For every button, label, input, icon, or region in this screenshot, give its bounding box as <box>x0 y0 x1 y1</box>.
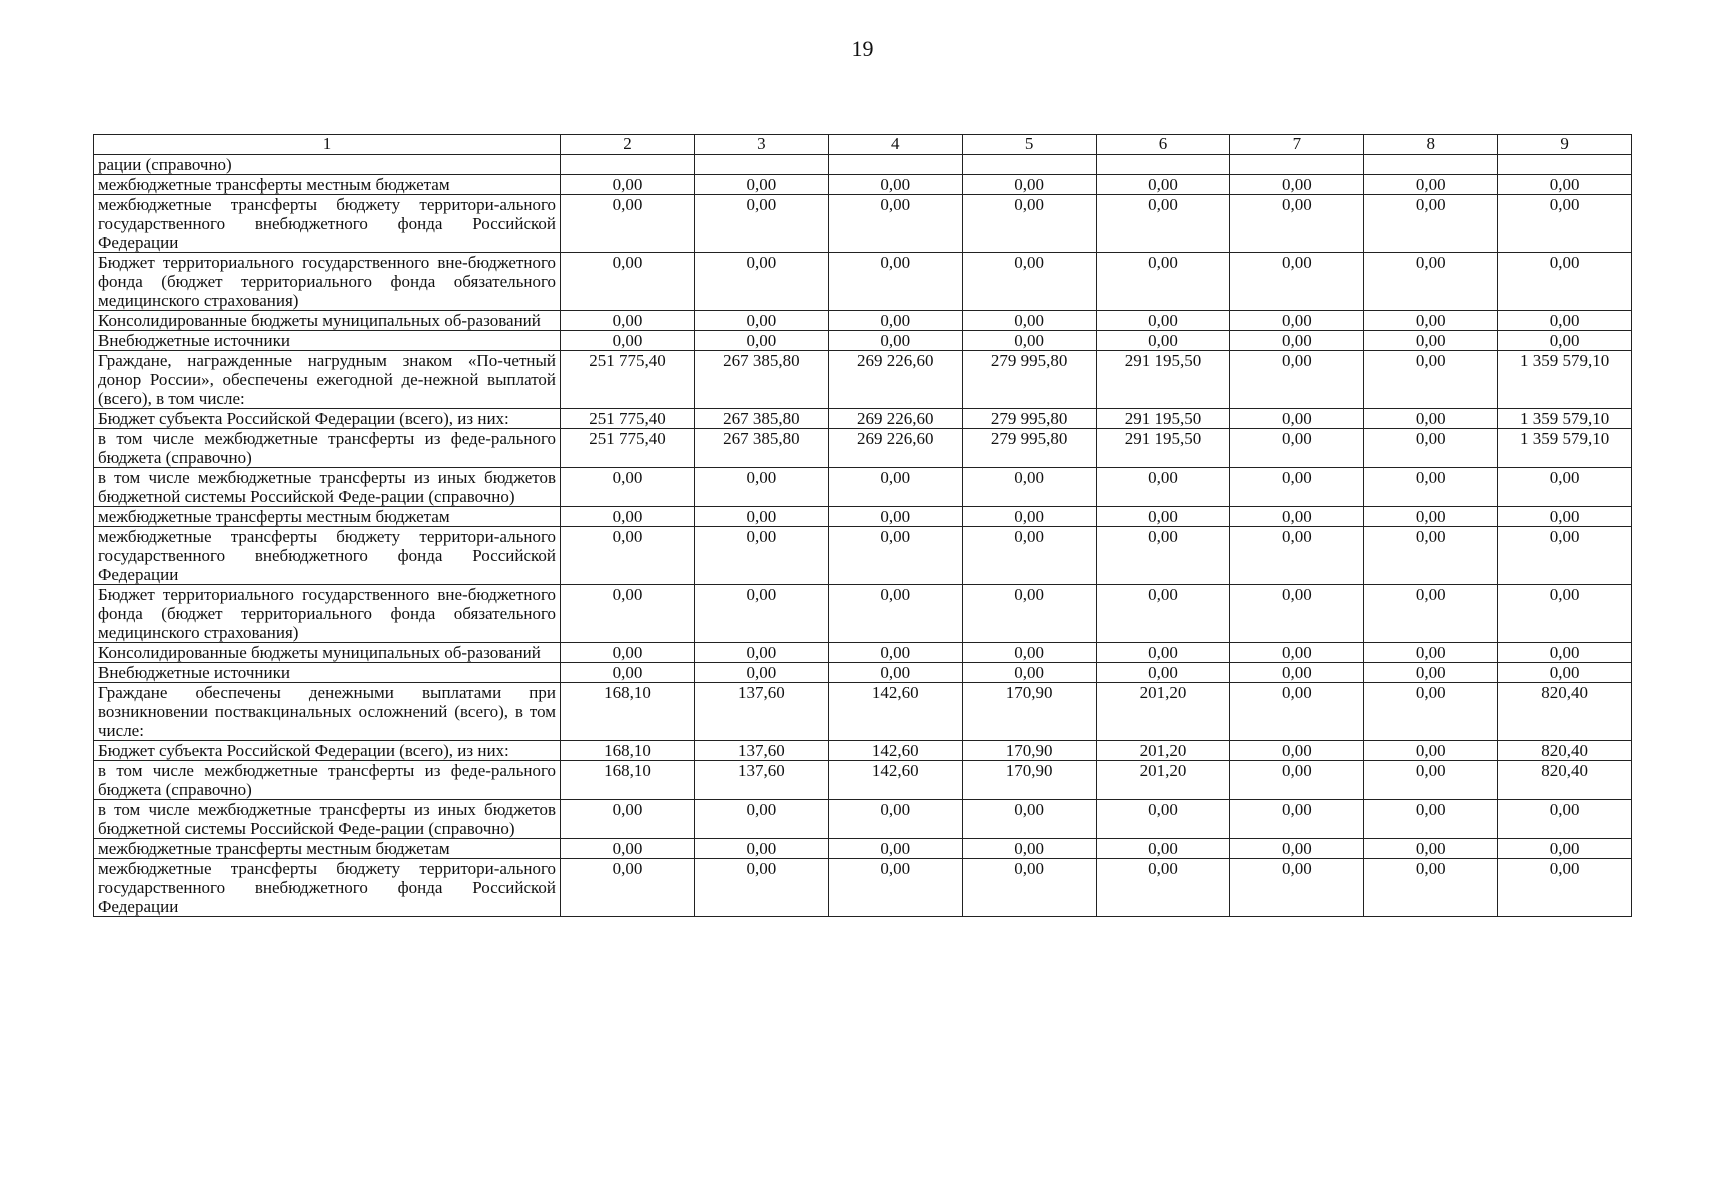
value-cell: 0,00 <box>962 311 1096 331</box>
value-cell: 1 359 579,10 <box>1498 351 1632 409</box>
value-cell: 142,60 <box>828 761 962 800</box>
value-cell: 0,00 <box>1230 409 1364 429</box>
value-cell: 0,00 <box>962 643 1096 663</box>
value-cell: 0,00 <box>1230 663 1364 683</box>
value-cell: 0,00 <box>828 859 962 917</box>
value-cell: 0,00 <box>1498 859 1632 917</box>
column-header: 6 <box>1096 135 1230 155</box>
table-row <box>94 507 1632 527</box>
value-cell: 820,40 <box>1498 761 1632 800</box>
value-cell: 170,90 <box>962 761 1096 800</box>
value-cell: 820,40 <box>1498 683 1632 741</box>
table-row <box>94 643 1632 663</box>
row-label: в том числе межбюджетные трансферты из феде-рального бюджета (справочно) <box>94 761 561 800</box>
value-cell: 0,00 <box>1498 507 1632 527</box>
row-label: Бюджет территориального государственного вне-бюджетного фонда (бюджет территориального фонда обязательного медицинского страхования) <box>94 585 561 643</box>
value-cell: 0,00 <box>561 175 695 195</box>
value-cell: 0,00 <box>694 527 828 585</box>
value-cell: 0,00 <box>1230 331 1364 351</box>
value-cell: 0,00 <box>694 195 828 253</box>
value-cell <box>561 155 695 175</box>
table-row <box>94 585 1632 643</box>
value-cell: 0,00 <box>1096 311 1230 331</box>
value-cell: 279 995,80 <box>962 429 1096 468</box>
value-cell: 0,00 <box>1230 839 1364 859</box>
value-cell: 0,00 <box>828 643 962 663</box>
value-cell: 0,00 <box>1230 643 1364 663</box>
table-row <box>94 839 1632 859</box>
row-label: межбюджетные трансферты местным бюджетам <box>94 839 561 859</box>
value-cell: 0,00 <box>1096 663 1230 683</box>
value-cell: 267 385,80 <box>694 409 828 429</box>
value-cell: 168,10 <box>561 741 695 761</box>
value-cell: 0,00 <box>828 331 962 351</box>
row-label: рации (справочно) <box>94 155 561 175</box>
value-cell: 0,00 <box>1364 800 1498 839</box>
value-cell: 0,00 <box>828 527 962 585</box>
value-cell: 0,00 <box>1096 195 1230 253</box>
value-cell: 0,00 <box>1498 839 1632 859</box>
table-row <box>94 527 1632 585</box>
value-cell: 0,00 <box>828 468 962 507</box>
value-cell: 0,00 <box>561 331 695 351</box>
value-cell: 0,00 <box>1230 800 1364 839</box>
value-cell: 269 226,60 <box>828 351 962 409</box>
value-cell: 0,00 <box>962 800 1096 839</box>
value-cell: 0,00 <box>1230 175 1364 195</box>
row-label: в том числе межбюджетные трансферты из феде-рального бюджета (справочно) <box>94 429 561 468</box>
value-cell: 0,00 <box>1096 331 1230 351</box>
value-cell: 0,00 <box>1230 351 1364 409</box>
value-cell: 0,00 <box>561 195 695 253</box>
value-cell: 267 385,80 <box>694 429 828 468</box>
value-cell: 170,90 <box>962 683 1096 741</box>
value-cell: 0,00 <box>828 800 962 839</box>
value-cell: 267 385,80 <box>694 351 828 409</box>
value-cell: 0,00 <box>1364 761 1498 800</box>
value-cell: 0,00 <box>962 468 1096 507</box>
value-cell: 0,00 <box>561 311 695 331</box>
value-cell: 0,00 <box>561 643 695 663</box>
value-cell: 0,00 <box>1364 643 1498 663</box>
value-cell: 279 995,80 <box>962 409 1096 429</box>
value-cell: 0,00 <box>561 585 695 643</box>
value-cell: 0,00 <box>561 468 695 507</box>
value-cell <box>1230 155 1364 175</box>
value-cell <box>1498 155 1632 175</box>
column-header: 3 <box>694 135 828 155</box>
value-cell: 0,00 <box>962 507 1096 527</box>
table-row <box>94 351 1632 409</box>
value-cell: 0,00 <box>1364 253 1498 311</box>
value-cell: 0,00 <box>694 175 828 195</box>
value-cell: 0,00 <box>694 663 828 683</box>
value-cell: 0,00 <box>828 311 962 331</box>
value-cell: 0,00 <box>1498 663 1632 683</box>
value-cell <box>1364 155 1498 175</box>
value-cell: 0,00 <box>1096 175 1230 195</box>
table-row <box>94 195 1632 253</box>
value-cell: 0,00 <box>962 253 1096 311</box>
table-row <box>94 800 1632 839</box>
table-row <box>94 253 1632 311</box>
value-cell: 142,60 <box>828 683 962 741</box>
value-cell: 0,00 <box>1364 311 1498 331</box>
value-cell: 0,00 <box>694 311 828 331</box>
value-cell <box>828 155 962 175</box>
table-row <box>94 859 1632 917</box>
value-cell: 0,00 <box>1230 468 1364 507</box>
table-row <box>94 468 1632 507</box>
value-cell: 269 226,60 <box>828 429 962 468</box>
value-cell: 0,00 <box>1364 429 1498 468</box>
value-cell: 0,00 <box>1364 175 1498 195</box>
row-label: межбюджетные трансферты бюджету территори-ального государственного внебюджетного фонда Российской Федерации <box>94 859 561 917</box>
row-label: Внебюджетные источники <box>94 331 561 351</box>
value-cell: 0,00 <box>1230 429 1364 468</box>
value-cell: 0,00 <box>694 468 828 507</box>
value-cell: 201,20 <box>1096 761 1230 800</box>
value-cell: 0,00 <box>694 585 828 643</box>
value-cell: 251 775,40 <box>561 351 695 409</box>
value-cell: 0,00 <box>1364 839 1498 859</box>
value-cell: 0,00 <box>1364 507 1498 527</box>
value-cell <box>962 155 1096 175</box>
budget-table <box>93 134 1632 917</box>
value-cell: 0,00 <box>962 585 1096 643</box>
value-cell: 0,00 <box>1230 195 1364 253</box>
row-label: Бюджет территориального государственного вне-бюджетного фонда (бюджет территориального фонда обязательного медицинского страхования) <box>94 253 561 311</box>
row-label: в том числе межбюджетные трансферты из иных бюджетов бюджетной системы Российской Феде-рации (справочно) <box>94 800 561 839</box>
value-cell: 137,60 <box>694 741 828 761</box>
value-cell: 0,00 <box>1364 585 1498 643</box>
value-cell: 0,00 <box>1096 800 1230 839</box>
column-header: 5 <box>962 135 1096 155</box>
row-label: Консолидированные бюджеты муниципальных об-разований <box>94 643 561 663</box>
value-cell: 0,00 <box>1498 643 1632 663</box>
column-header: 4 <box>828 135 962 155</box>
column-header: 2 <box>561 135 695 155</box>
table-row <box>94 741 1632 761</box>
value-cell: 0,00 <box>1498 253 1632 311</box>
value-cell: 0,00 <box>561 663 695 683</box>
value-cell: 0,00 <box>1498 585 1632 643</box>
row-label: межбюджетные трансферты бюджету территори-ального государственного внебюджетного фонда Российской Федерации <box>94 195 561 253</box>
table-body <box>94 155 1632 917</box>
page-number: 19 <box>851 36 874 61</box>
value-cell: 0,00 <box>1230 527 1364 585</box>
value-cell <box>1096 155 1230 175</box>
table-row <box>94 683 1632 741</box>
value-cell <box>694 155 828 175</box>
value-cell: 0,00 <box>828 195 962 253</box>
value-cell: 0,00 <box>1498 311 1632 331</box>
table-row <box>94 155 1632 175</box>
row-label: Внебюджетные источники <box>94 663 561 683</box>
value-cell: 0,00 <box>828 839 962 859</box>
value-cell: 0,00 <box>1096 253 1230 311</box>
value-cell: 0,00 <box>1364 663 1498 683</box>
value-cell: 0,00 <box>828 507 962 527</box>
value-cell: 0,00 <box>828 253 962 311</box>
value-cell: 0,00 <box>962 527 1096 585</box>
value-cell: 0,00 <box>694 643 828 663</box>
value-cell: 0,00 <box>1364 683 1498 741</box>
value-cell: 251 775,40 <box>561 429 695 468</box>
value-cell: 0,00 <box>694 839 828 859</box>
value-cell: 0,00 <box>694 331 828 351</box>
value-cell: 201,20 <box>1096 741 1230 761</box>
row-label: Граждане обеспечены денежными выплатами при возникновении поствакцинальных осложнений (всего), в том числе: <box>94 683 561 741</box>
value-cell: 0,00 <box>561 800 695 839</box>
value-cell: 0,00 <box>962 331 1096 351</box>
value-cell: 168,10 <box>561 683 695 741</box>
value-cell: 0,00 <box>962 195 1096 253</box>
value-cell: 0,00 <box>1096 468 1230 507</box>
value-cell: 1 359 579,10 <box>1498 409 1632 429</box>
row-label: межбюджетные трансферты местным бюджетам <box>94 175 561 195</box>
value-cell: 0,00 <box>1096 643 1230 663</box>
table-row <box>94 175 1632 195</box>
value-cell: 0,00 <box>1364 859 1498 917</box>
table-row <box>94 761 1632 800</box>
value-cell: 0,00 <box>1364 195 1498 253</box>
row-label: Граждане, награжденные нагрудным знаком «По-четный донор России», обеспечены ежегодной де-нежной выплатой (всего), в том числе: <box>94 351 561 409</box>
value-cell: 0,00 <box>1096 585 1230 643</box>
value-cell: 0,00 <box>962 663 1096 683</box>
value-cell: 0,00 <box>962 175 1096 195</box>
value-cell: 0,00 <box>1096 859 1230 917</box>
value-cell: 0,00 <box>1364 351 1498 409</box>
value-cell: 201,20 <box>1096 683 1230 741</box>
value-cell: 0,00 <box>1230 761 1364 800</box>
value-cell: 0,00 <box>694 859 828 917</box>
value-cell: 0,00 <box>828 663 962 683</box>
value-cell: 0,00 <box>1230 507 1364 527</box>
row-label: межбюджетные трансферты местным бюджетам <box>94 507 561 527</box>
row-label: Бюджет субъекта Российской Федерации (всего), из них: <box>94 409 561 429</box>
value-cell: 269 226,60 <box>828 409 962 429</box>
value-cell: 0,00 <box>828 175 962 195</box>
value-cell: 0,00 <box>1364 409 1498 429</box>
header-row <box>94 135 1632 155</box>
value-cell: 0,00 <box>1498 331 1632 351</box>
value-cell: 0,00 <box>1230 253 1364 311</box>
row-label: Консолидированные бюджеты муниципальных об-разований <box>94 311 561 331</box>
value-cell: 0,00 <box>1230 741 1364 761</box>
value-cell: 0,00 <box>1364 527 1498 585</box>
value-cell: 0,00 <box>561 839 695 859</box>
value-cell: 0,00 <box>694 507 828 527</box>
value-cell: 0,00 <box>1230 859 1364 917</box>
table-row <box>94 331 1632 351</box>
value-cell: 0,00 <box>1498 195 1632 253</box>
row-label: в том числе межбюджетные трансферты из иных бюджетов бюджетной системы Российской Феде-рации (справочно) <box>94 468 561 507</box>
value-cell: 0,00 <box>694 800 828 839</box>
value-cell: 168,10 <box>561 761 695 800</box>
value-cell: 0,00 <box>561 253 695 311</box>
row-label: Бюджет субъекта Российской Федерации (всего), из них: <box>94 741 561 761</box>
value-cell: 0,00 <box>1498 175 1632 195</box>
column-header: 1 <box>94 135 561 155</box>
value-cell: 0,00 <box>561 507 695 527</box>
value-cell: 820,40 <box>1498 741 1632 761</box>
value-cell: 0,00 <box>1364 331 1498 351</box>
table-row <box>94 311 1632 331</box>
value-cell: 0,00 <box>1230 683 1364 741</box>
value-cell: 0,00 <box>1230 311 1364 331</box>
value-cell: 0,00 <box>1096 839 1230 859</box>
table-row <box>94 429 1632 468</box>
value-cell: 0,00 <box>1498 527 1632 585</box>
value-cell: 0,00 <box>1498 468 1632 507</box>
value-cell: 137,60 <box>694 761 828 800</box>
value-cell: 291 195,50 <box>1096 429 1230 468</box>
value-cell: 0,00 <box>561 859 695 917</box>
table-header <box>94 135 1632 155</box>
value-cell: 0,00 <box>1364 468 1498 507</box>
value-cell: 1 359 579,10 <box>1498 429 1632 468</box>
value-cell: 251 775,40 <box>561 409 695 429</box>
value-cell: 142,60 <box>828 741 962 761</box>
value-cell: 137,60 <box>694 683 828 741</box>
table-row <box>94 663 1632 683</box>
value-cell: 0,00 <box>561 527 695 585</box>
value-cell: 0,00 <box>1096 527 1230 585</box>
column-header: 7 <box>1230 135 1364 155</box>
value-cell: 0,00 <box>1096 507 1230 527</box>
value-cell: 0,00 <box>962 859 1096 917</box>
value-cell: 0,00 <box>1498 800 1632 839</box>
row-label: межбюджетные трансферты бюджету территори-ального государственного внебюджетного фонда Российской Федерации <box>94 527 561 585</box>
value-cell: 0,00 <box>828 585 962 643</box>
value-cell: 0,00 <box>1364 741 1498 761</box>
value-cell: 291 195,50 <box>1096 351 1230 409</box>
value-cell: 0,00 <box>1230 585 1364 643</box>
column-header: 8 <box>1364 135 1498 155</box>
column-header: 9 <box>1498 135 1632 155</box>
value-cell: 0,00 <box>962 839 1096 859</box>
value-cell: 291 195,50 <box>1096 409 1230 429</box>
table-row <box>94 409 1632 429</box>
value-cell: 279 995,80 <box>962 351 1096 409</box>
value-cell: 0,00 <box>694 253 828 311</box>
value-cell: 170,90 <box>962 741 1096 761</box>
